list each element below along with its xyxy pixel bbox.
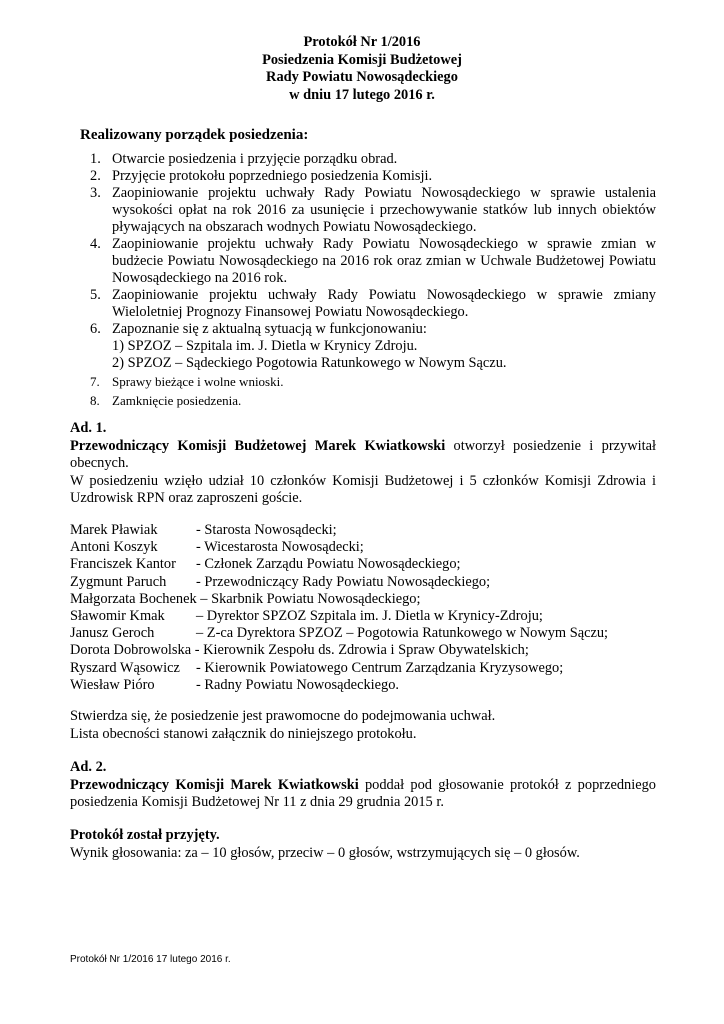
attendee-row: Sławomir Kmak – Dyrektor SPZOZ Szpitala im. J. Dietla w Krynicy-Zdroju; xyxy=(70,608,543,625)
ad1-participants-paragraph: W posiedzeniu wzięło udział 10 członków Komisji Budżetowej i 5 członków Komisji Zdrowia i Uzdrowisk RPN oraz zaproszeni goście. xyxy=(70,472,656,506)
attendee-row: Franciszek Kantor - Członek Zarządu Powiatu Nowosądeckiego; xyxy=(70,556,461,573)
agenda-item: 1. Otwarcie posiedzenia i przyjęcie porządku obrad. xyxy=(90,151,398,167)
attendee-row: Zygmunt Paruch - Przewodniczący Rady Powiatu Nowosądeckiego; xyxy=(70,573,491,590)
quorum-section xyxy=(70,708,656,743)
agenda-item: 4. Zaopiniowanie projektu uchwały Rady Powiatu Nowosądeckiego w sprawie zmian w budżecie Powiatu Nowosądeckiego na 2016 rok oraz zmian w Uchwale Budżetowej Powiatu Nowosądeckiego na 2016 rok. xyxy=(90,236,656,286)
ad2-section xyxy=(70,759,656,812)
agenda-item: 6. Zapoznanie się z aktualną sytuacją w funkcjonowaniu: 1) SPZOZ – Szpitala im. J. Dietla w Krynicy Zdroju. 2) SPZOZ – Sądeckiego Pogotowia Ratunkowego w Nowym Sączu. xyxy=(90,321,656,372)
page-footer: Protokół Nr 1/2016 17 lutego 2016 r. xyxy=(70,954,231,965)
agenda-subitem: 1) SPZOZ – Szpitala im. J. Dietla w Krynicy Zdroju. xyxy=(112,338,418,354)
document-title xyxy=(0,34,724,104)
attendee-row: Ryszard Wąsowicz - Kierownik Powiatowego Centrum Zarządzania Kryzysowego; xyxy=(70,659,564,676)
attendance-list-note: Lista obecności stanowi załącznik do niniejszego protokołu. xyxy=(70,725,417,742)
agenda-item: 5. Zaopiniowanie projektu uchwały Rady Powiatu Nowosądeckiego w sprawie zmiany Wieloletniej Prognozy Finansowej Powiatu Nowosądeckiego. xyxy=(90,287,656,320)
agenda-item: 7. Sprawy bieżące i wolne wnioski. xyxy=(90,374,284,389)
protocol-accepted-heading: Protokół został przyjęty. xyxy=(70,827,220,843)
agenda-list xyxy=(90,151,656,410)
attendee-row: Marek Pławiak - Starosta Nowosądecki; xyxy=(70,522,337,538)
ad1-opening-paragraph: Przewodniczący Komisji Budżetowej Marek Kwiatkowski otworzył posiedzenie i przywitał obecnych. xyxy=(70,437,656,471)
attendee-list xyxy=(70,522,670,694)
attendee-row: Małgorzata Bochenek – Skarbnik Powiatu Nowosądeckiego; xyxy=(70,590,421,607)
ad1-heading: Ad. 1. xyxy=(70,420,107,436)
agenda-item: 2. Przyjęcie protokołu poprzedniego posiedzenia Komisji. xyxy=(90,168,433,184)
title-line-4: w dniu 17 lutego 2016 r. xyxy=(289,86,435,103)
attendee-row: Antoni Koszyk - Wicestarosta Nowosądecki; xyxy=(70,539,364,556)
ad2-paragraph: Przewodniczący Komisji Marek Kwiatkowski poddał pod głosowanie protokół z poprzedniego posiedzenia Komisji Budżetowej Nr 11 z dnia 29 grudnia 2015 r. xyxy=(70,776,657,810)
agenda-heading: Realizowany porządek posiedzenia: xyxy=(80,127,309,143)
agenda-subitem: 2) SPZOZ – Sądeckiego Pogotowia Ratunkowego w Nowym Sączu. xyxy=(112,355,507,371)
title-line-1: Protokół Nr 1/2016 xyxy=(303,34,421,50)
agenda-item: 8. Zamknięcie posiedzenia. xyxy=(90,393,242,408)
ad1-section xyxy=(70,420,656,508)
attendee-row: Dorota Dobrowolska - Kierownik Zespołu ds. Zdrowia i Spraw Obywatelskich; xyxy=(70,642,529,659)
title-line-3: Rady Powiatu Nowosądeckiego xyxy=(266,69,458,85)
ad2-heading: Ad. 2. xyxy=(70,759,107,775)
attendee-row: Wiesław Pióro - Radny Powiatu Nowosądeckiego. xyxy=(70,676,400,693)
vote-result: Wynik głosowania: za – 10 głosów, przeciw – 0 głosów, wstrzymujących się – 0 głosów. xyxy=(70,844,580,861)
attendee-row: Janusz Geroch – Z-ca Dyrektora SPZOZ – Pogotowia Ratunkowego w Nowym Sączu; xyxy=(70,625,609,642)
agenda-item: 3. Zaopiniowanie projektu uchwały Rady Powiatu Nowosądeckiego w sprawie ustalenia wysokości opłat na rok 2016 za usunięcie i przechowywanie statków lub innych obiektów pływających na obszarach wodnych Powiatu Nowosądeckiego. xyxy=(90,185,656,235)
quorum-statement: Stwierdza się, że posiedzenie jest prawomocne do podejmowania uchwał. xyxy=(70,708,496,724)
ad2-result-section xyxy=(70,827,656,862)
title-line-2: Posiedzenia Komisji Budżetowej xyxy=(262,51,462,68)
